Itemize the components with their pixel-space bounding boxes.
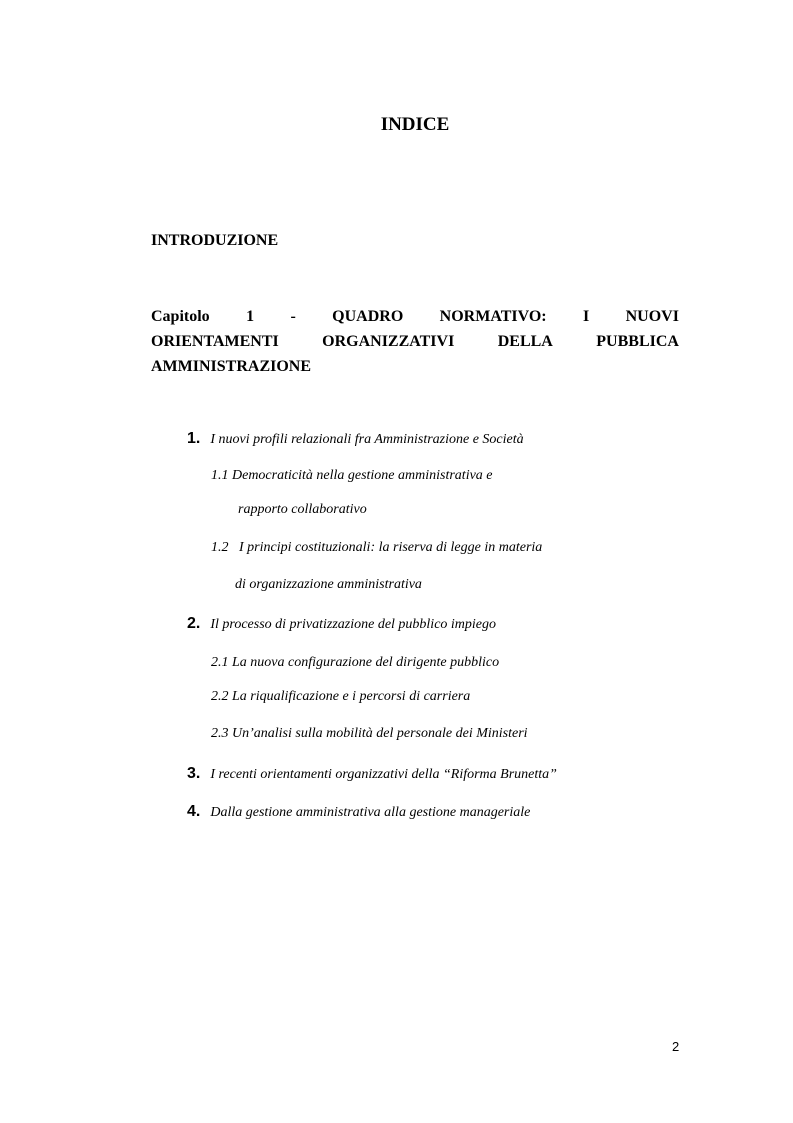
chapter-heading-line-1 [151, 304, 679, 329]
chapter-word: I [583, 308, 590, 325]
toc-entry-title: Il processo di privatizzazione del pubblico impiego [210, 617, 497, 632]
chapter-word: - [290, 308, 296, 325]
toc-entry [187, 615, 496, 633]
chapter-word: PUBBLICA [596, 333, 679, 350]
chapter-word: Capitolo [151, 308, 210, 325]
chapter-word: QUADRO [332, 308, 404, 325]
chapter-word: ORGANIZZATIVI [322, 333, 455, 350]
chapter-word: 1 [246, 308, 255, 325]
page-title: INDICE [380, 114, 450, 135]
toc-entry [187, 430, 524, 448]
chapter-word: NORMATIVO: [439, 308, 547, 325]
toc-entry [187, 803, 530, 821]
toc-entry-title: Dalla gestione amministrativa alla gestione manageriale [210, 805, 531, 820]
chapter-heading [151, 304, 679, 379]
chapter-heading-line-2 [151, 329, 679, 354]
page-number: 2 [672, 1039, 680, 1054]
toc-entry [187, 765, 557, 783]
toc-entry-title: I nuovi profili relazionali fra Amministrazione e Società [210, 432, 524, 447]
toc-subentry: 2.3 Un’analisi sulla mobilità del personale dei Ministeri [211, 726, 528, 741]
toc-entry-number: 2. [187, 615, 201, 632]
toc-subentry: 1.1 Democraticità nella gestione amministrativa e [211, 468, 493, 483]
toc-subentry: 2.1 La nuova configurazione del dirigente pubblico [211, 655, 500, 670]
toc-entry-number: 4. [187, 803, 201, 820]
chapter-word: NUOVI [625, 308, 679, 325]
toc-entry-title: I recenti orientamenti organizzativi della “Riforma Brunetta” [210, 767, 557, 782]
chapter-word: DELLA [497, 333, 553, 350]
toc-subentry-continuation: rapporto collaborativo [238, 502, 367, 517]
toc-entry-number: 3. [187, 765, 201, 782]
toc-entry-number: 1. [187, 430, 201, 447]
toc-subentry: 1.2 I principi costituzionali: la riserva di legge in materia [211, 540, 543, 555]
toc-subentry-continuation: di organizzazione amministrativa [235, 577, 422, 592]
chapter-word: ORIENTAMENTI [151, 333, 279, 350]
toc-subentry: 2.2 La riqualificazione e i percorsi di carriera [211, 689, 471, 704]
introduction-heading: INTRODUZIONE [151, 232, 279, 249]
chapter-heading-line-3: AMMINISTRAZIONE [151, 358, 312, 375]
